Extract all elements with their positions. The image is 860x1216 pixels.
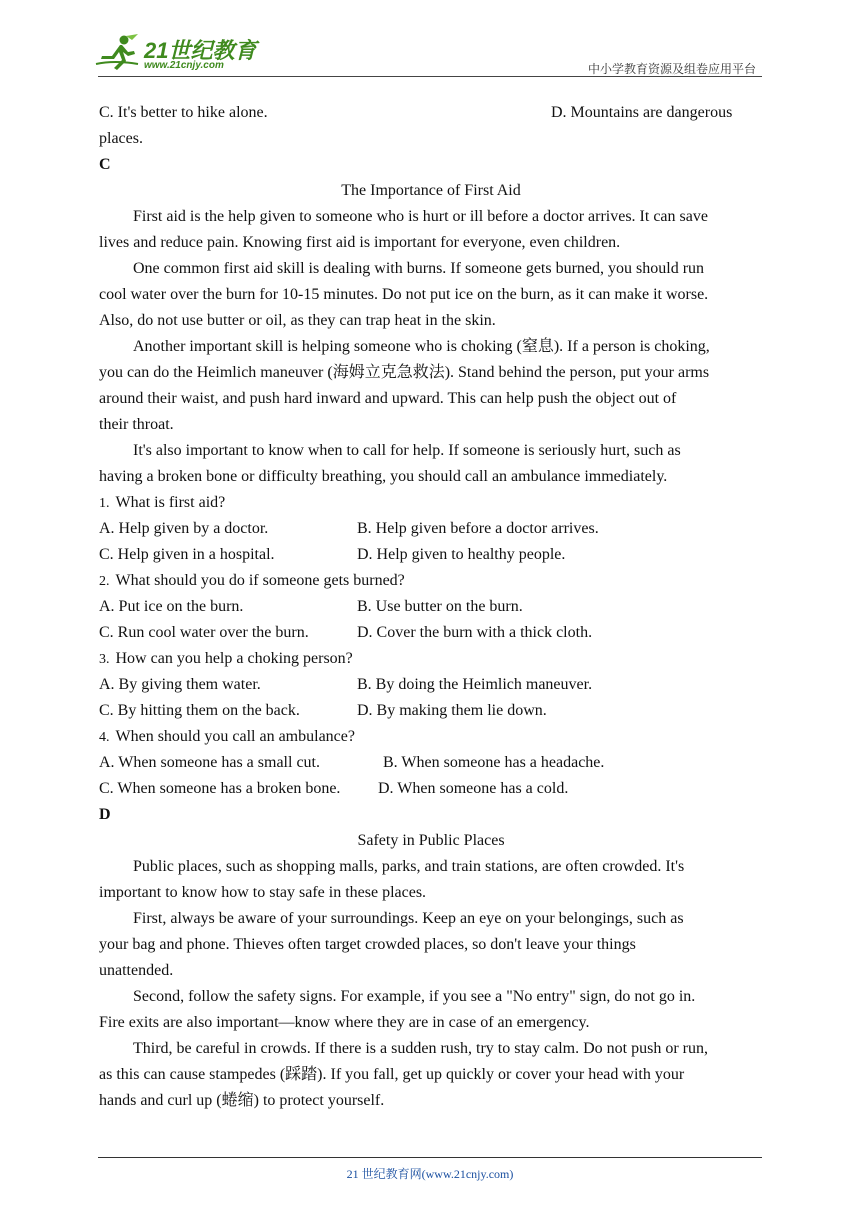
- option-a: A. Put ice on the burn.: [99, 598, 244, 615]
- paragraph-line: Second, follow the safety signs. For example, if you see a "No entry" sign, do not go in.: [133, 988, 696, 1005]
- paragraph-line: important to know how to stay safe in these places.: [99, 884, 427, 901]
- question-number: 3.: [99, 652, 110, 667]
- logo-url: www.21cnjy.com: [144, 60, 224, 71]
- page-header: [0, 0, 860, 80]
- option-d: D. Help given to healthy people.: [357, 546, 566, 563]
- paragraph-line: First, always be aware of your surroundings. Keep an eye on your belongings, such as: [133, 910, 684, 927]
- option-d: D. Cover the burn with a thick cloth.: [357, 624, 593, 641]
- option-d: D. When someone has a cold.: [378, 780, 569, 797]
- paragraph-line: their throat.: [99, 416, 174, 433]
- paragraph-line: you can do the Heimlich maneuver (海姆立克急救法). Stand behind the person, put your arms: [99, 364, 710, 381]
- passage-title-c: The Importance of First Aid: [341, 182, 521, 199]
- option-c: C. Run cool water over the burn.: [99, 624, 309, 641]
- paragraph-line: Another important skill is helping someone who is choking (窒息). If a person is choking,: [133, 338, 710, 355]
- section-letter-d: D: [99, 806, 111, 823]
- options-row: [99, 542, 763, 568]
- option-d: D. Mountains are dangerous: [551, 104, 733, 121]
- question-text: How can you help a choking person?: [115, 650, 353, 667]
- paragraph-line: as this can cause stampedes (踩踏). If you fall, get up quickly or cover your head with your: [99, 1066, 685, 1083]
- header-divider: [98, 76, 762, 77]
- options-row: [99, 516, 763, 542]
- prev-options-line: [99, 100, 763, 126]
- question-2: [99, 568, 763, 594]
- option-c: C. Help given in a hospital.: [99, 546, 275, 563]
- options-row: [99, 594, 763, 620]
- paragraph-line: unattended.: [99, 962, 174, 979]
- paragraph-line: First aid is the help given to someone who is hurt or ill before a doctor arrives. It can save: [133, 208, 708, 225]
- option-c: C. When someone has a broken bone.: [99, 780, 341, 797]
- question-1: [99, 490, 763, 516]
- option-a: A. Help given by a doctor.: [99, 520, 269, 537]
- paragraph-line: It's also important to know when to call for help. If someone is seriously hurt, such as: [133, 442, 681, 459]
- option-b: B. Help given before a doctor arrives.: [357, 520, 599, 537]
- question-number: 1.: [99, 496, 110, 511]
- option-c: C. It's better to hike alone.: [99, 104, 268, 121]
- paragraph-line: Fire exits are also important—know where they are in case of an emergency.: [99, 1014, 590, 1031]
- paragraph-line: cool water over the burn for 10-15 minutes. Do not put ice on the burn, as it can make it worse.: [99, 286, 709, 303]
- options-row: [99, 750, 763, 776]
- passage-title-d: Safety in Public Places: [357, 832, 505, 849]
- paragraph-line: your bag and phone. Thieves often target crowded places, so don't leave your things: [99, 936, 636, 953]
- question-text: When should you call an ambulance?: [115, 728, 355, 745]
- section-letter-c: C: [99, 156, 111, 173]
- option-b: B. Use butter on the burn.: [357, 598, 523, 615]
- logo-text: 21世纪教育: [144, 38, 257, 63]
- options-row: [99, 698, 763, 724]
- paragraph-line: Public places, such as shopping malls, parks, and train stations, are often crowded. It's: [133, 858, 685, 875]
- option-b: B. When someone has a headache.: [383, 754, 605, 771]
- options-row: [99, 672, 763, 698]
- paragraph-line: around their waist, and push hard inward and upward. This can help push the object out of: [99, 390, 677, 407]
- question-text: What is first aid?: [115, 494, 226, 511]
- header-platform-text: 中小学教育资源及组卷应用平台: [587, 62, 756, 76]
- option-a: A. By giving them water.: [99, 676, 261, 693]
- question-number: 4.: [99, 730, 110, 745]
- page-footer: 21 世纪教育网(www.21cnjy.com): [346, 1167, 514, 1181]
- paragraph-line: Third, be careful in crowds. If there is a sudden rush, try to stay calm. Do not push or run,: [133, 1040, 708, 1057]
- document-body: [99, 100, 763, 1114]
- options-row: [99, 620, 763, 646]
- paragraph-line: hands and curl up (蜷缩) to protect yourself.: [99, 1092, 385, 1109]
- footer-divider: [98, 1157, 762, 1158]
- question-4: [99, 724, 763, 750]
- question-number: 2.: [99, 574, 110, 589]
- option-b: B. By doing the Heimlich maneuver.: [357, 676, 593, 693]
- option-c: C. By hitting them on the back.: [99, 702, 300, 719]
- question-3: [99, 646, 763, 672]
- site-logo: [94, 34, 264, 78]
- runner-logo-icon: [94, 34, 142, 74]
- paragraph-line: Also, do not use butter or oil, as they can trap heat in the skin.: [99, 312, 496, 329]
- option-a: A. When someone has a small cut.: [99, 754, 320, 771]
- paragraph-line: having a broken bone or difficulty breathing, you should call an ambulance immediately.: [99, 468, 668, 485]
- paragraph-line: One common first aid skill is dealing with burns. If someone gets burned, you should run: [133, 260, 705, 277]
- paragraph-line: lives and reduce pain. Knowing first aid is important for everyone, even children.: [99, 234, 621, 251]
- option-d: D. By making them lie down.: [357, 702, 547, 719]
- question-text: What should you do if someone gets burned?: [115, 572, 405, 589]
- options-row: [99, 776, 763, 802]
- option-d-continued: places.: [99, 130, 143, 147]
